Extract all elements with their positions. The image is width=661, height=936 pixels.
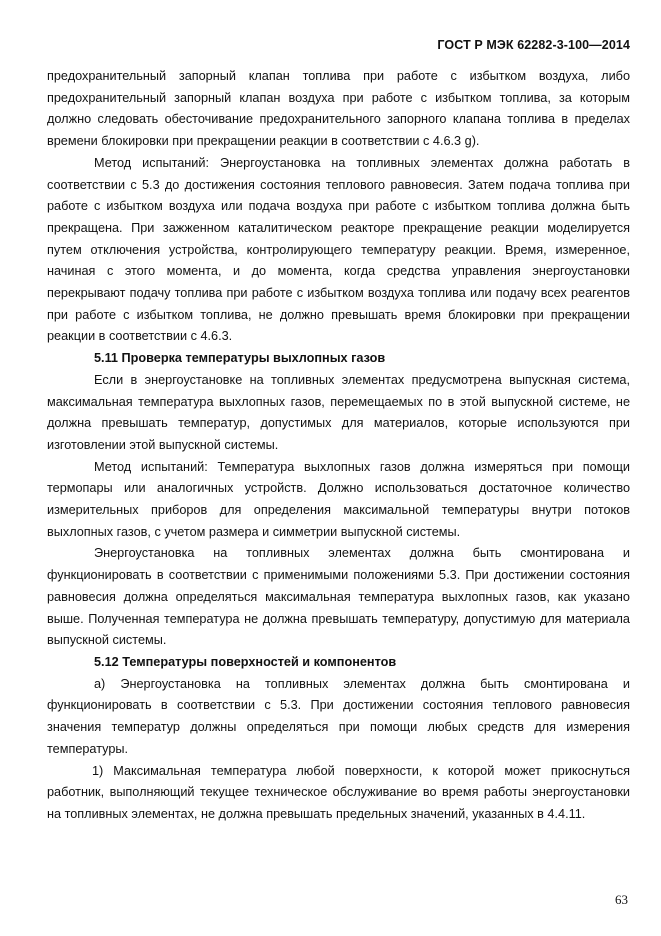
list-item-1: 1) Максимальная температура любой поверхности, к которой может прикоснуться работник, выполняющий текущее техническое обслуживание во время работы энергоустановки на топливных элементах, не должна превышать предельных значений, указанных в 4.4.11. xyxy=(47,763,630,821)
page-number: 63 xyxy=(615,892,628,907)
page-body xyxy=(47,66,630,826)
paragraph: Если в энергоустановке на топливных элементах предусмотрена выпускная система, максимальная температура выхлопных газов, перемещаемых по в этой выпускной системе, не должна превышать температур, допустимых для материалов, которые используются при изготовлении этой выпускной системы. xyxy=(47,372,630,452)
list-item-a: а) Энергоустановка на топливных элементах должна быть смонтирована и функционировать в соответствии с 5.3. При достижении состояния теплового равновесия значения температур должны определяться при помощи любых средств для измерения температуры. xyxy=(47,676,630,756)
paragraph: Метод испытаний: Энергоустановка на топливных элементах должна работать в соответствии с 5.3 до достижения состояния теплового равновесия. Затем подача топлива при работе с избытком воздуха или подача воздуха при работе с избытком топлива должна быть прекращена. При зажженном каталитическом реакторе прекращение реакции моделируется путем отключения устройства, контролирующего температуру реакции. Время, измеренное, начиная с этого момента, и до момента, когда средства управления энергоустановки перекрывают подачу топлива при работе с избытком воздуха топлива или подачу всех реагентов при работе с избытком топлива, не должно превышать время блокировки при прекращении реакции в соответствии с 4.6.3. xyxy=(47,155,630,344)
paragraph: предохранительный запорный клапан топлива при работе с избытком воздуха, либо предохранительный запорный клапан воздуха при работе с избытком топлива, за которым должно следовать обесточивание предохранительного запорного клапана топлива в пределах времени блокировки при прекращении реакции в соответствии с 4.6.3 g). xyxy=(47,69,630,149)
paragraph: Энергоустановка на топливных элементах должна быть смонтирована и функционировать в соответствии с применимыми положениями 5.3. При достижении состояния равновесия должна определяться максимальная температура выхлопных газов, как указано выше. Полученная температура не должна превышать температуру, допустимую для материала выпускной системы. xyxy=(47,546,630,648)
section-heading-5-12: 5.12 Температуры поверхностей и компонентов xyxy=(94,654,397,669)
section-heading-5-11: 5.11 Проверка температуры выхлопных газов xyxy=(94,351,386,366)
document-header: ГОСТ Р МЭК 62282-3-100—2014 xyxy=(437,38,630,52)
paragraph: Метод испытаний: Температура выхлопных газов должна измеряться при помощи термопары или аналогичных устройств. Должно использоваться достаточное количество измерительных приборов для определения максимальной температуры внутри потоков выхлопных газов, с учетом размера и симметрии выпускной системы. xyxy=(47,459,630,539)
